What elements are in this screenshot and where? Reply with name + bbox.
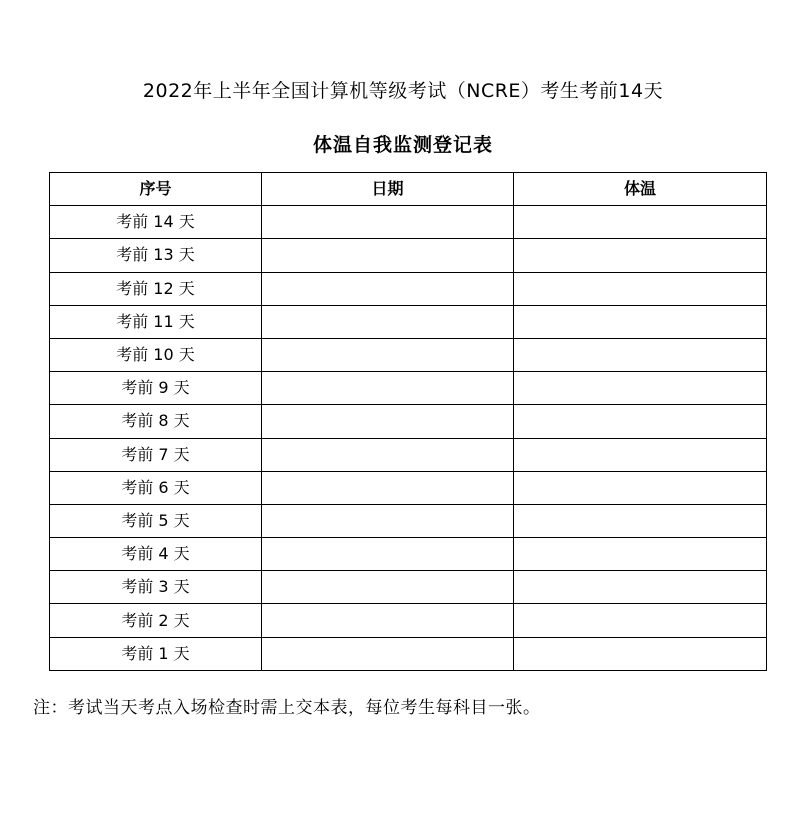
header-temperature: 体温 (514, 173, 767, 206)
seq-cell: 考前 13 天 (50, 239, 262, 272)
table-row (50, 206, 767, 239)
date-cell[interactable] (262, 338, 514, 371)
date-cell[interactable] (262, 637, 514, 670)
table-row (50, 305, 767, 338)
document-subtitle: 体温自我监测登记表 (312, 134, 493, 156)
temperature-cell[interactable] (514, 372, 767, 405)
date-cell[interactable] (262, 571, 514, 604)
temperature-cell[interactable] (514, 239, 767, 272)
temperature-cell[interactable] (514, 206, 767, 239)
temperature-cell[interactable] (514, 338, 767, 371)
date-cell[interactable] (262, 372, 514, 405)
table-row (50, 538, 767, 571)
seq-cell: 考前 2 天 (50, 604, 262, 637)
header-date: 日期 (262, 173, 514, 206)
temperature-cell[interactable] (514, 571, 767, 604)
table-row (50, 239, 767, 272)
temperature-cell[interactable] (514, 471, 767, 504)
seq-cell: 考前 11 天 (50, 305, 262, 338)
seq-cell: 考前 12 天 (50, 272, 262, 305)
date-cell[interactable] (262, 604, 514, 637)
seq-cell: 考前 3 天 (50, 571, 262, 604)
table-row (50, 438, 767, 471)
seq-cell: 考前 9 天 (50, 372, 262, 405)
temperature-cell[interactable] (514, 637, 767, 670)
temperature-cell[interactable] (514, 604, 767, 637)
date-cell[interactable] (262, 239, 514, 272)
table-header-row (50, 173, 767, 206)
temperature-cell[interactable] (514, 438, 767, 471)
date-cell[interactable] (262, 438, 514, 471)
seq-cell: 考前 10 天 (50, 338, 262, 371)
temperature-cell[interactable] (514, 305, 767, 338)
date-cell[interactable] (262, 272, 514, 305)
seq-cell: 考前 1 天 (50, 637, 262, 670)
date-cell[interactable] (262, 405, 514, 438)
table-row (50, 272, 767, 305)
date-cell[interactable] (262, 471, 514, 504)
table-row (50, 637, 767, 670)
table-row (50, 405, 767, 438)
temperature-cell[interactable] (514, 504, 767, 537)
table-row (50, 504, 767, 537)
date-cell[interactable] (262, 206, 514, 239)
seq-cell: 考前 6 天 (50, 471, 262, 504)
seq-cell: 考前 5 天 (50, 504, 262, 537)
temperature-cell[interactable] (514, 538, 767, 571)
header-seq: 序号 (50, 173, 262, 206)
document-title: 2022年上半年全国计算机等级考试（NCRE）考生考前14天 (142, 80, 664, 102)
table-row (50, 338, 767, 371)
seq-cell: 考前 8 天 (50, 405, 262, 438)
temperature-cell[interactable] (514, 272, 767, 305)
date-cell[interactable] (262, 504, 514, 537)
date-cell[interactable] (262, 305, 514, 338)
temperature-cell[interactable] (514, 405, 767, 438)
table-row (50, 471, 767, 504)
table-row (50, 604, 767, 637)
footnote: 注：考试当天考点入场检查时需上交本表，每位考生每科目一张。 (33, 698, 541, 718)
temperature-record-table (49, 172, 767, 671)
seq-cell: 考前 14 天 (50, 206, 262, 239)
seq-cell: 考前 7 天 (50, 438, 262, 471)
table-row (50, 372, 767, 405)
date-cell[interactable] (262, 538, 514, 571)
table-row (50, 571, 767, 604)
seq-cell: 考前 4 天 (50, 538, 262, 571)
